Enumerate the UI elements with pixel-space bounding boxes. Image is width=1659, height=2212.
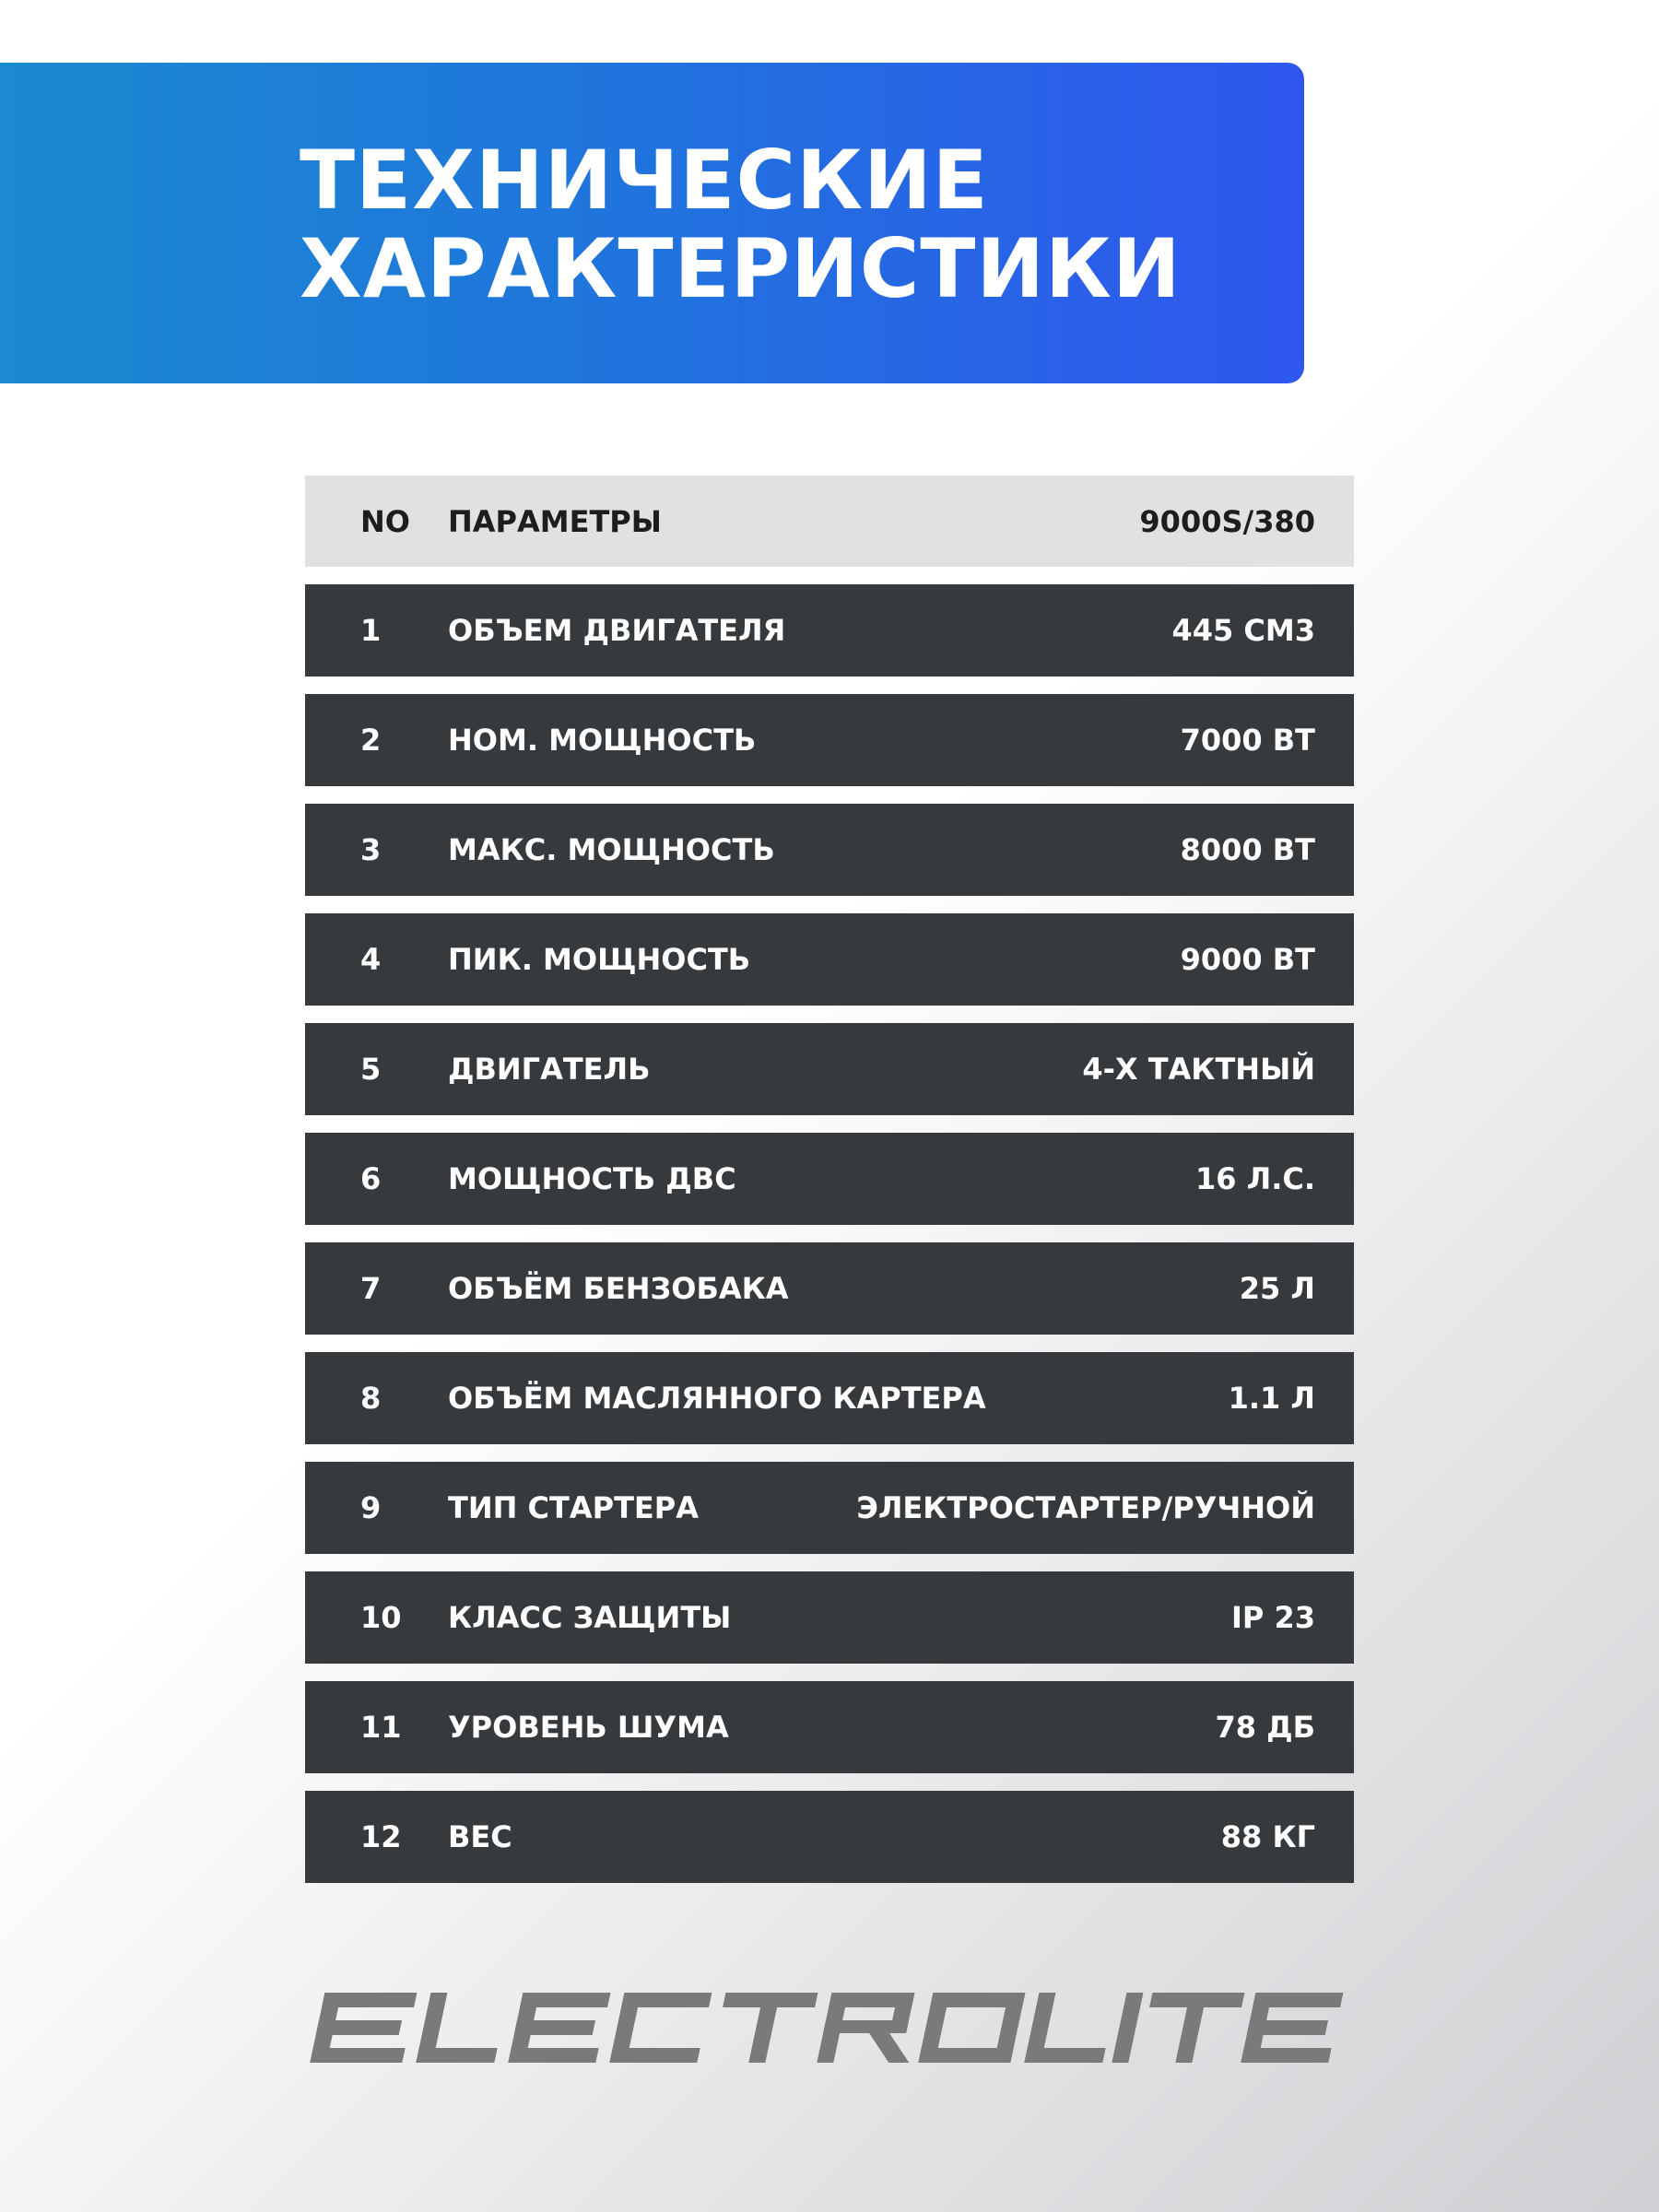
table-row [305,1571,1354,1664]
header-param: ПАРАМЕТРЫ [448,503,662,539]
table-row [305,1462,1354,1554]
table-row [305,584,1354,677]
page-title: ТЕХНИЧЕСКИЕ ХАРАКТЕРИСТИКИ [300,133,1182,316]
electrolite-logo [300,1982,1359,2074]
table-body [305,584,1354,1883]
row-number: 7 [360,1271,382,1306]
logo-wordmark [310,1993,1343,2063]
header-no: NO [360,503,410,539]
row-value: 445 СМ3 [1171,613,1315,648]
row-parameter: УРОВЕНЬ ШУМА [448,1710,729,1745]
row-value: 88 КГ [1220,1819,1315,1854]
row-parameter: ПИК. МОЩНОСТЬ [448,942,751,977]
row-parameter: МОЩНОСТЬ ДВС [448,1161,736,1196]
table-row [305,1023,1354,1115]
table-row [305,1352,1354,1444]
row-number: 9 [360,1490,382,1525]
row-parameter: ДВИГАТЕЛЬ [448,1052,651,1087]
table-header-row [305,476,1354,567]
row-value: 78 ДБ [1215,1710,1315,1745]
row-value: 7000 ВТ [1180,723,1315,758]
row-parameter: ОБЪЁМ БЕНЗОБАКА [448,1271,789,1306]
row-value: IP 23 [1230,1600,1315,1635]
table-row [305,1791,1354,1883]
row-value: 8000 ВТ [1180,832,1315,867]
row-number: 5 [360,1052,382,1087]
row-number: 12 [360,1819,402,1854]
row-number: 8 [360,1381,382,1416]
row-value: ЭЛЕКТРОСТАРТЕР/РУЧНОЙ [856,1490,1315,1525]
table-row [305,804,1354,896]
row-number: 4 [360,942,382,977]
table-row [305,694,1354,786]
row-parameter: ОБЪЕМ ДВИГАТЕЛЯ [448,613,786,648]
row-value: 4-Х ТАКТНЫЙ [1082,1052,1315,1087]
row-number: 3 [360,832,382,867]
row-parameter: МАКС. МОЩНОСТЬ [448,832,775,867]
row-number: 1 [360,613,382,648]
specs-table [305,476,1354,1900]
row-parameter: КЛАСС ЗАЩИТЫ [448,1600,732,1635]
row-number: 2 [360,723,382,758]
row-value: 1.1 Л [1228,1381,1315,1416]
row-number: 6 [360,1161,382,1196]
row-value: 16 Л.С. [1194,1161,1315,1196]
row-parameter: ОБЪЁМ МАСЛЯННОГО КАРТЕРА [448,1381,986,1416]
row-number: 11 [360,1710,402,1745]
table-row [305,1681,1354,1773]
table-row [305,1133,1354,1225]
row-parameter: НОМ. МОЩНОСТЬ [448,723,757,758]
row-parameter: ТИП СТАРТЕРА [448,1490,699,1525]
row-parameter: ВЕС [448,1819,512,1854]
row-value: 25 Л [1239,1271,1315,1306]
table-row [305,1242,1354,1335]
row-number: 10 [360,1600,402,1635]
header-model: 9000S/380 [1139,503,1315,539]
table-row [305,913,1354,1006]
row-value: 9000 ВТ [1180,942,1315,977]
